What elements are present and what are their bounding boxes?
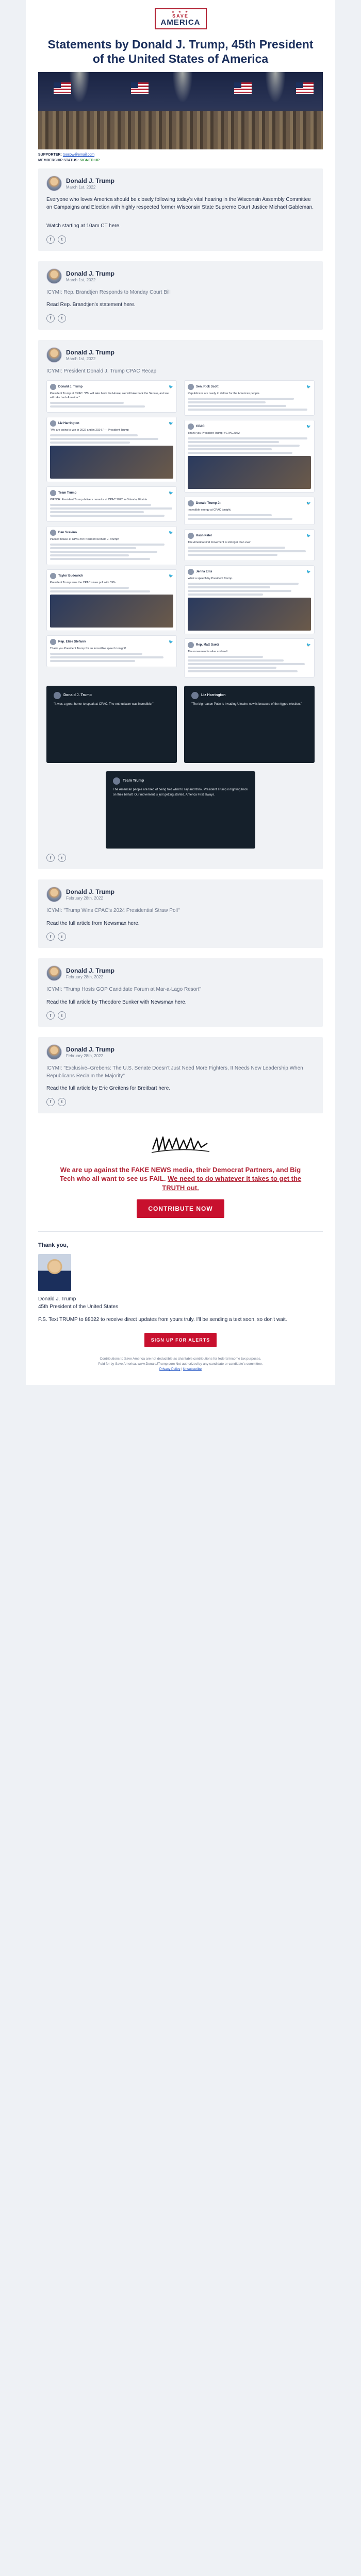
tweet-text: "We are going to win in 2022 and in 2024." — President Trump (50, 429, 129, 432)
twitter-bird-icon: 🐦 (169, 492, 173, 496)
text-placeholder (50, 511, 144, 513)
tweet-card[interactable] (46, 635, 177, 667)
sender-name: Donald J. Trump (38, 1296, 76, 1302)
facebook-icon[interactable]: f (46, 235, 55, 244)
text-placeholder (188, 586, 270, 588)
twitter-bird-icon: 🐦 (169, 531, 173, 535)
twitter-bird-icon: 🐦 (169, 574, 173, 579)
unsubscribe-link[interactable]: Unsubscribe (183, 1367, 202, 1371)
trump-photo (38, 1254, 71, 1291)
twitter-bird-icon: 🐦 (169, 640, 173, 644)
avatar (50, 384, 56, 390)
avatar (46, 347, 62, 363)
flag-icon (54, 82, 71, 94)
twitter-bird-icon: 🐦 (306, 534, 311, 538)
tweet-author: Sen. Rick Scott (196, 385, 219, 389)
tweet-text: The America First movement is stronger than ever. (188, 541, 252, 545)
hero-image (38, 72, 323, 149)
text-placeholder (188, 437, 307, 439)
avatar (46, 268, 62, 284)
cta-line-2: We need to do whatever it takes to get the TRUTH out. (162, 1175, 302, 1192)
avatar (188, 642, 194, 648)
text-placeholder (188, 514, 272, 516)
tweet-author: Donald J. Trump (58, 385, 83, 389)
text-placeholder (50, 587, 129, 589)
avatar (46, 176, 62, 191)
post-link-text[interactable]: Read the full article by Theodore Bunker with Newsmax here. (46, 999, 187, 1005)
text-placeholder (188, 554, 277, 556)
avatar (188, 500, 194, 506)
tweet-card[interactable] (184, 420, 315, 493)
membership-label: MEMBERSHIP STATUS: (38, 158, 79, 162)
text-placeholder (188, 659, 284, 662)
privacy-link[interactable]: Privacy Policy (159, 1367, 180, 1371)
text-placeholder (188, 670, 298, 672)
post-link-text[interactable]: Read Rep. Brandtjen's statement here. (46, 302, 136, 308)
text-placeholder (50, 547, 136, 549)
avatar (50, 490, 56, 496)
text-placeholder (188, 590, 291, 592)
tweet-card[interactable] (46, 380, 177, 413)
tweet-card[interactable] (46, 526, 177, 565)
tweet-author: Rep. Matt Gaetz (196, 643, 220, 647)
text-placeholder (50, 656, 163, 658)
dark-tweet-text: "The big reason Putin is invading Ukraine now is because of the rigged election." (191, 703, 302, 706)
post-text: ICYMI: Rep. Brandtjen Responds to Monday Court Bill (46, 289, 171, 295)
tweet-card[interactable] (184, 565, 315, 634)
text-placeholder (50, 590, 150, 592)
tweet-author: Donald Trump Jr. (196, 502, 222, 505)
tweet-card[interactable] (46, 417, 177, 482)
stage-light-icon (172, 72, 193, 103)
tweet-text: WATCH: President Trump delivers remarks at CPAC 2022 in Orlando, Florida. (50, 498, 148, 502)
tweet-text: President Trump at CPAC: "We will take back the House, we will take back the Senate, and we will take back America." (50, 392, 169, 400)
footer-paid-for: Paid for by Save America. www.DonaldJTrump.com Not authorized by any candidate or candidate's committee. (98, 1362, 263, 1366)
tweet-author: CPAC (196, 425, 205, 429)
post-date: March 1st, 2022 (66, 356, 96, 361)
logo-top-text: SAVE (172, 13, 189, 19)
twitter-bird-icon: 🐦 (306, 643, 311, 648)
text-placeholder (50, 438, 158, 440)
post-author: Donald J. Trump (66, 967, 115, 974)
post-card (38, 879, 323, 948)
avatar (50, 639, 56, 645)
tweet-text: President Trump wins the CPAC straw poll with 59%. (50, 581, 117, 585)
dark-tweet-card[interactable] (106, 771, 255, 849)
post-author: Donald J. Trump (66, 348, 115, 356)
dark-tweet-author: Team Trump (123, 779, 144, 783)
text-placeholder (50, 544, 165, 546)
twitter-bird-icon: 🐦 (306, 385, 311, 389)
post-card (38, 958, 323, 1027)
tweet-text: Incredible energy at CPAC tonight. (188, 509, 232, 512)
text-placeholder (188, 518, 292, 520)
tweet-card[interactable] (184, 529, 315, 561)
tweet-author: Liz Harrington (58, 422, 79, 426)
text-placeholder (50, 434, 138, 436)
twitter-bird-icon: 🐦 (306, 502, 311, 506)
facebook-icon[interactable]: f (46, 1098, 55, 1106)
avatar (50, 573, 56, 579)
social-share (46, 1011, 315, 1020)
facebook-icon[interactable]: f (46, 314, 55, 323)
social-share (46, 1098, 315, 1106)
dark-tweet-card[interactable] (46, 686, 177, 763)
supporter-label: SUPPORTER: (38, 153, 62, 157)
tweet-text: Thank you President Trump! #CPAC2022 (188, 432, 240, 435)
tweet-grid (46, 380, 315, 677)
text-placeholder (188, 401, 266, 403)
logo-stars: ★ ★ ★ (171, 11, 190, 14)
post-text: Everyone who loves America should be closely following today's vital hearing in the Wisconsin Assembly Committee on Campaigns and Election with highly respected former Wisconsin State Supreme Court Justice Michael Gableman. (46, 197, 314, 210)
tweet-text: The movement is alive and well. (188, 650, 228, 654)
tweet-author: Taylor Budowich (58, 574, 83, 578)
post-text: ICYMI: "Exclusive–Grebens: The U.S. Senate Doesn't Just Need More Fighters, It Needs New Leadership When Republicans Reclaim the Majority" (46, 1065, 303, 1079)
avatar (188, 423, 194, 430)
avatar (46, 1044, 62, 1060)
text-placeholder (50, 515, 165, 517)
flag-icon (234, 82, 252, 94)
tweet-text: Thank you President Trump for an incredible speech tonight! (50, 647, 126, 650)
text-placeholder (50, 558, 150, 560)
social-share (46, 933, 315, 941)
text-placeholder (50, 402, 124, 404)
sender-role: 45th President of the United States (38, 1303, 119, 1310)
post-card (38, 1037, 323, 1113)
twitter-icon[interactable]: t (58, 1011, 66, 1020)
page-title: Statements by Donald J. Trump, 45th President of the United States of America (47, 38, 314, 65)
text-placeholder (188, 409, 307, 411)
logo-row (26, 0, 335, 33)
tweet-image[interactable] (50, 595, 173, 628)
cta-line-1: We are up against the FAKE NEWS media, their Democrat Partners, and Big Tech who all want to see us FAIL. (59, 1165, 301, 1183)
avatar (54, 692, 61, 699)
avatar (188, 384, 194, 390)
facebook-icon[interactable]: f (46, 1011, 55, 1020)
twitter-bird-icon: 🐦 (306, 570, 311, 574)
signature-icon (150, 1132, 211, 1158)
post-card (38, 168, 323, 251)
twitter-icon[interactable]: t (58, 314, 66, 323)
post-date: February 28th, 2022 (66, 1054, 104, 1058)
tweet-card[interactable] (46, 486, 177, 522)
signup-alerts-button[interactable]: SIGN UP FOR ALERTS (144, 1333, 217, 1347)
tweet-card[interactable] (184, 380, 315, 416)
avatar (50, 420, 56, 427)
ps-text: P.S. Text TRUMP to 88022 to receive direct updates from yours truly. I'll be sending a text soon, so don't wait. (38, 1316, 287, 1323)
stage-light-icon (69, 72, 90, 103)
supporter-meta (26, 149, 335, 168)
tweet-text: What a speech by President Trump. (188, 577, 233, 581)
post-date: March 1st, 2022 (66, 185, 96, 190)
footer: Contributions to Save America are not deductible as charitable contributions for federal income tax purposes. Paid for by Save America. www.DonaldJTrump.com Not authorized by any candidate or candidate's committee. Privacy Policy | Unsubscribe (26, 1347, 335, 1385)
text-placeholder (50, 504, 151, 506)
post-link-text[interactable]: Watch starting at 10am CT here. (46, 223, 121, 229)
cta-text (26, 1165, 335, 1193)
text-placeholder (50, 554, 129, 556)
tweet-image[interactable] (188, 598, 311, 631)
dark-tweet-pair (46, 683, 315, 768)
avatar (46, 965, 62, 981)
social-share (46, 854, 315, 862)
tweet-author: Rep. Elise Stefanik (58, 640, 86, 643)
facebook-icon[interactable]: f (46, 933, 55, 941)
post-author: Donald J. Trump (66, 1046, 115, 1053)
twitter-bird-icon: 🐦 (169, 385, 173, 389)
contribute-button[interactable]: CONTRIBUTE NOW (137, 1199, 224, 1218)
tweet-text: Republicans are ready to deliver for the American people. (188, 392, 260, 396)
dark-tweet-text: "It was a great honor to speak at CPAC. The enthusiasm was incredible." (54, 703, 154, 706)
avatar (188, 569, 194, 575)
thanks-block (26, 1241, 335, 1324)
post-date: February 28th, 2022 (66, 896, 104, 901)
avatar (46, 887, 62, 902)
dark-tweet-card[interactable] (184, 686, 315, 763)
twitter-bird-icon: 🐦 (306, 425, 311, 429)
stage-light-icon (265, 72, 286, 103)
membership-status: SIGNED UP (79, 158, 100, 162)
footer-disclaimer: Contributions to Save America are not deductible as charitable contributions for federal income tax purposes. (100, 1357, 261, 1361)
avatar (50, 530, 56, 536)
post-card (38, 340, 323, 869)
twitter-icon[interactable]: t (58, 1098, 66, 1106)
text-placeholder (188, 656, 263, 658)
save-america-logo[interactable] (155, 8, 207, 29)
divider (38, 1231, 323, 1232)
signature (26, 1124, 335, 1165)
text-placeholder (188, 398, 294, 400)
tweet-author: Dan Scavino (58, 531, 77, 535)
crowd (38, 111, 323, 149)
flag-icon (296, 82, 314, 94)
thanks-label: Thank you, (38, 1242, 69, 1249)
dark-tweet-author: Donald J. Trump (63, 693, 92, 698)
post-text: ICYMI: President Donald J. Trump CPAC Recap (46, 368, 157, 374)
tweet-image[interactable] (50, 446, 173, 479)
avatar (113, 777, 120, 785)
twitter-icon[interactable]: t (58, 854, 66, 862)
text-placeholder (188, 445, 300, 447)
social-share (46, 314, 315, 323)
twitter-bird-icon: 🐦 (169, 422, 173, 426)
post-date: February 28th, 2022 (66, 975, 104, 979)
tweet-text: Packed house at CPAC for President Donald J. Trump! (50, 538, 119, 541)
twitter-icon[interactable]: t (58, 235, 66, 244)
post-link-text[interactable]: Read the full article by Eric Greitens for Breitbart here. (46, 1086, 171, 1091)
text-placeholder (50, 442, 130, 444)
text-placeholder (50, 660, 135, 662)
text-placeholder (50, 551, 157, 553)
tweet-image[interactable] (188, 456, 311, 489)
post-link-text[interactable]: Read the full article from Newsmax here. (46, 920, 140, 926)
post-text: ICYMI: "Trump Wins CPAC's 2024 Presidential Straw Poll" (46, 908, 180, 913)
post-author: Donald J. Trump (66, 269, 115, 277)
text-placeholder (188, 583, 299, 585)
post-author: Donald J. Trump (66, 177, 115, 185)
post-author: Donald J. Trump (66, 888, 115, 895)
tweet-author: Kash Patel (196, 534, 212, 538)
dark-tweet-author: Liz Harrington (201, 693, 226, 698)
dark-tweet-text: The American people are tired of being told what to say and think. President Trump is fighting back on their behalf. Our movement is just getting started. America First always. (113, 788, 248, 796)
text-placeholder (50, 405, 145, 408)
tweet-author: Jenna Ellis (196, 570, 212, 574)
text-placeholder (188, 452, 292, 454)
twitter-icon[interactable]: t (58, 933, 66, 941)
text-placeholder (188, 547, 285, 549)
flag-icon (131, 82, 149, 94)
social-share (46, 235, 315, 244)
tweet-card[interactable] (184, 497, 315, 525)
text-placeholder (188, 667, 276, 669)
tweet-card[interactable] (184, 638, 315, 677)
post-date: March 1st, 2022 (66, 277, 96, 282)
text-placeholder (50, 653, 142, 655)
tweet-author: Team Trump (58, 492, 77, 495)
avatar (188, 533, 194, 539)
facebook-icon[interactable]: f (46, 854, 55, 862)
post-card (38, 261, 323, 330)
avatar (191, 692, 199, 699)
text-placeholder (188, 405, 286, 407)
logo-main-text: AMERICA (160, 18, 201, 27)
text-placeholder (188, 663, 305, 665)
post-text: ICYMI: "Trump Hosts GOP Candidate Forum at Mar-a-Lago Resort" (46, 987, 201, 992)
text-placeholder (188, 594, 263, 596)
email-body (26, 0, 335, 1385)
text-placeholder (188, 448, 272, 450)
supporter-email-link[interactable]: toocow@email.com (62, 153, 95, 157)
tweet-card[interactable] (46, 569, 177, 631)
text-placeholder (50, 507, 172, 510)
text-placeholder (188, 441, 279, 443)
text-placeholder (188, 550, 306, 552)
